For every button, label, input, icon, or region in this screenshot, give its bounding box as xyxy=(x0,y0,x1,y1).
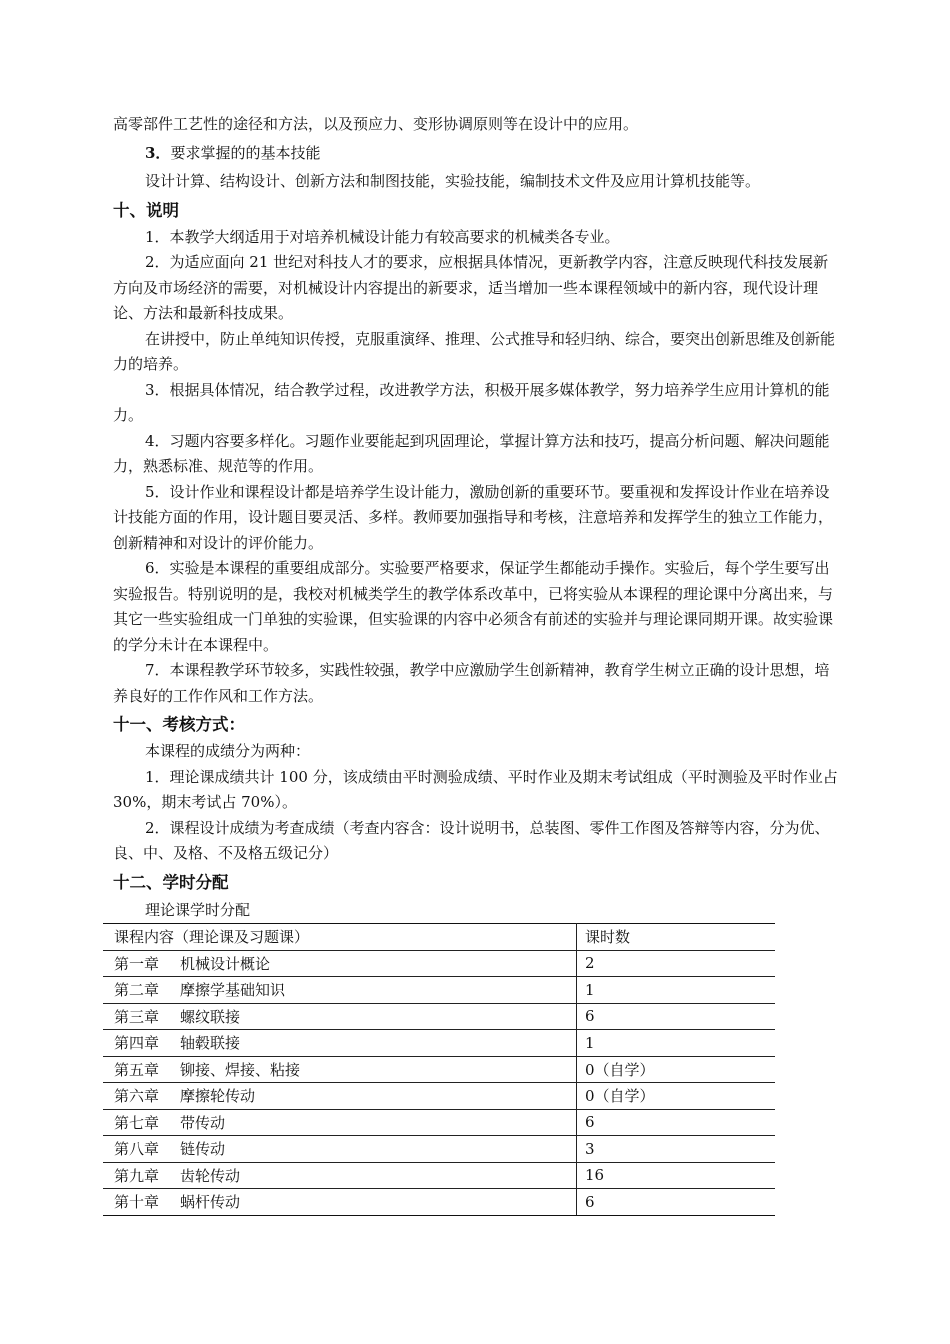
chapter-number: 第一章 xyxy=(114,954,160,973)
chapter-topic: 带传动 xyxy=(180,1113,226,1132)
item-3-number: 3． xyxy=(145,143,171,162)
chapter-cell xyxy=(103,1030,577,1057)
chapter-topic: 螺纹联接 xyxy=(180,1007,241,1026)
table-row xyxy=(103,950,775,977)
table-row xyxy=(103,1056,775,1083)
table-header-row xyxy=(103,924,775,951)
table-row xyxy=(103,1030,775,1057)
chapter-number: 第六章 xyxy=(114,1087,160,1106)
paragraph: 6．实验是本课程的重要组成部分。实验要严格要求，保证学生都能动手操作。实验后，每个学生要写出实验报告。特别说明的是，我校对机械类学生的教学体系改革中，已将实验从本课程的理论课中分离出来，与其它一些实验组成一门单独的实验课，但实验课的内容中必须含有前述的实验并与理论课同期开课。故实验课的学分未计在本课程中。 xyxy=(113,559,834,654)
chapter-topic: 摩擦轮传动 xyxy=(180,1087,256,1106)
item-3 xyxy=(113,141,839,167)
chapter-cell xyxy=(103,1109,577,1136)
chapter-topic: 铆接、焊接、粘接 xyxy=(180,1060,301,1079)
hours-cell: 16 xyxy=(577,1162,776,1189)
document-page xyxy=(113,112,839,921)
section-heading-10: 十、说明 xyxy=(113,200,179,220)
paragraph: 5．设计作业和课程设计都是培养学生设计能力，激励创新的重要环节。要重视和发挥设计作业在培养设计技能方面的作用，设计题目要灵活、多样。教师要加强指导和考核，注意培养和发挥学生的独立工作能力，创新精神和对设计的评价能力。 xyxy=(113,482,834,552)
hours-cell: 1 xyxy=(577,1030,776,1057)
chapter-cell xyxy=(103,950,577,977)
chapter-number: 第四章 xyxy=(114,1034,160,1053)
table-row xyxy=(103,1162,775,1189)
paragraph: 设计计算、结构设计、创新方法和制图技能，实验技能，编制技术文件及应用计算机技能等。 xyxy=(145,172,761,190)
table-caption: 理论课学时分配 xyxy=(145,900,251,919)
paragraph: 2．为适应面向 21 世纪对科技人才的要求，应根据具体情况，更新教学内容，注意反映现代科技发展新方向及市场经济的需要，对机械设计内容提出的新要求，适当增加一些本课程领域中的新内容，现代设计理论、方法和最新科技成果。 xyxy=(113,253,829,322)
paragraph: 1．本教学大纲适用于对培养机械设计能力有较高要求的机械类各专业。 xyxy=(145,227,620,246)
hours-cell: 6 xyxy=(577,1189,776,1216)
chapter-number: 第五章 xyxy=(114,1060,160,1079)
hours-cell: 6 xyxy=(577,1003,776,1030)
table-row xyxy=(103,1136,775,1163)
paragraph: 高零部件工艺性的途径和方法，以及预应力、变形协调原则等在设计中的应用。 xyxy=(113,115,639,133)
chapter-number: 第三章 xyxy=(114,1007,160,1026)
table-row xyxy=(103,977,775,1004)
table-body xyxy=(103,950,775,1215)
section-heading-12: 十二、学时分配 xyxy=(113,872,229,892)
paragraph: 在讲授中，防止单纯知识传授，克服重演绎、推理、公式推导和轻归纳、综合，要突出创新思维及创新能力的培养。 xyxy=(113,329,836,373)
table-row xyxy=(103,1189,775,1216)
chapter-topic: 蜗杆传动 xyxy=(180,1193,241,1212)
hours-cell: 6 xyxy=(577,1109,776,1136)
section-heading-11: 十一、考核方式： xyxy=(113,715,245,734)
paragraph: 3．根据具体情况，结合教学过程，改进教学方法，积极开展多媒体教学，努力培养学生应用计算机的能力。 xyxy=(113,380,830,424)
chapter-cell xyxy=(103,1083,577,1110)
chapter-number: 第十章 xyxy=(114,1193,160,1212)
hours-cell: 2 xyxy=(577,950,776,977)
chapter-cell xyxy=(103,1162,577,1189)
paragraph: 7．本课程教学环节较多，实践性较强，教学中应激励学生创新精神，教育学生树立正确的设计思想，培养良好的工作作风和工作方法。 xyxy=(113,661,830,705)
chapter-number: 第七章 xyxy=(114,1113,160,1132)
paragraph: 本课程的成绩分为两种： xyxy=(145,742,311,760)
hours-cell: 0（自学） xyxy=(577,1056,776,1083)
chapter-cell xyxy=(103,1003,577,1030)
chapter-topic: 链传动 xyxy=(180,1140,226,1159)
chapter-cell xyxy=(103,977,577,1004)
hours-cell: 1 xyxy=(577,977,776,1004)
chapter-cell xyxy=(103,1189,577,1216)
table-row xyxy=(103,1003,775,1030)
hours-cell: 0（自学） xyxy=(577,1083,776,1110)
table-row xyxy=(103,1083,775,1110)
chapter-number: 第九章 xyxy=(114,1166,160,1185)
item-3-title: 要求掌握的的基本技能 xyxy=(170,143,321,162)
column-header-hours: 课时数 xyxy=(577,924,776,951)
chapter-topic: 摩擦学基础知识 xyxy=(180,981,286,1000)
table-row xyxy=(103,1109,775,1136)
chapter-topic: 齿轮传动 xyxy=(180,1166,241,1185)
paragraph: 1．理论课成绩共计 100 分，该成绩由平时测验成绩、平时作业及期末考试组成（平时测验及平时作业占 30%，期末考试占 70%）。 xyxy=(113,767,838,811)
hours-table xyxy=(103,923,775,1216)
column-header-content: 课程内容（理论课及习题课） xyxy=(103,924,577,951)
paragraph: 4．习题内容要多样化。习题作业要能起到巩固理论，掌握计算方法和技巧，提高分析问题、解决问题能力，熟悉标准、规范等的作用。 xyxy=(113,431,830,475)
chapter-number: 第二章 xyxy=(114,981,160,1000)
chapter-topic: 机械设计概论 xyxy=(180,954,271,973)
chapter-cell xyxy=(103,1056,577,1083)
chapter-number: 第八章 xyxy=(114,1140,160,1159)
hours-cell: 3 xyxy=(577,1136,776,1163)
paragraph: 2．课程设计成绩为考查成绩（考查内容含：设计说明书，总装图、零件工作图及答辩等内容，分为优、良、中、及格、不及格五级记分） xyxy=(113,818,830,862)
chapter-topic: 轴毂联接 xyxy=(180,1034,241,1053)
chapter-cell xyxy=(103,1136,577,1163)
